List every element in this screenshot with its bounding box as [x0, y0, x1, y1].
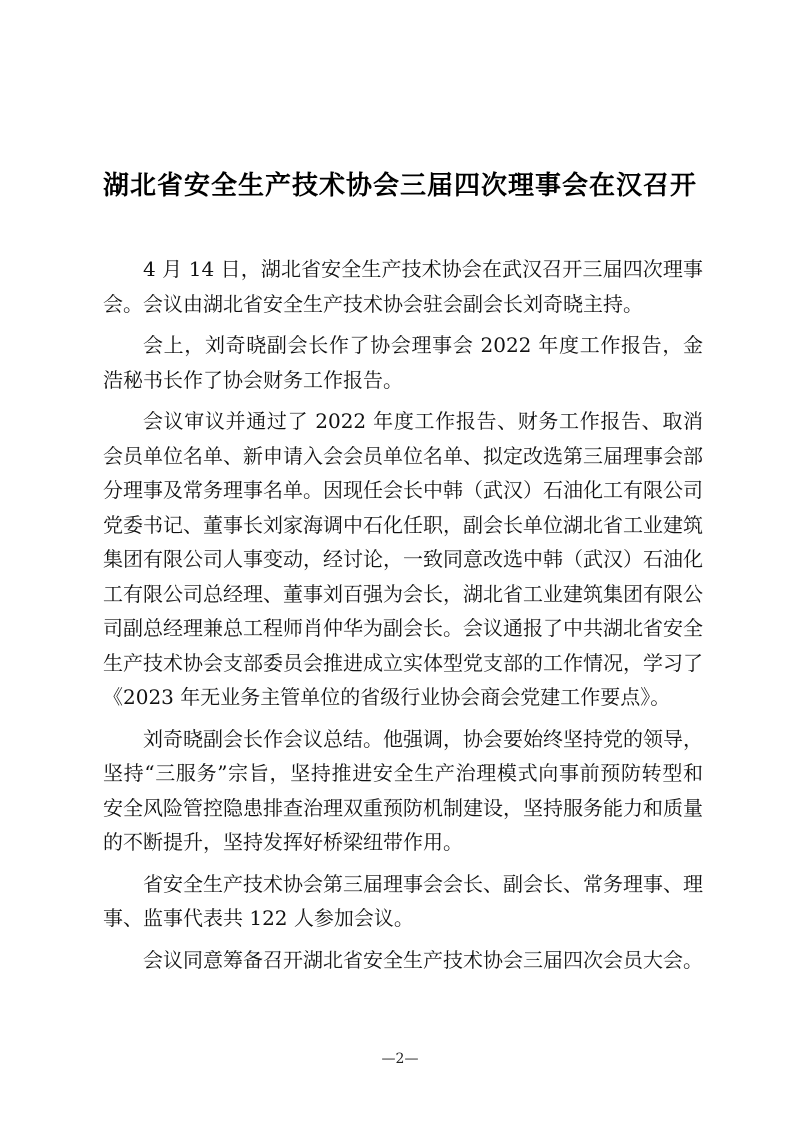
document-body — [103, 252, 703, 984]
paragraph-resolutions: 会议审议并通过了 2022 年度工作报告、财务工作报告、取消会员单位名单、新申请入会会员单位名单、拟定改选第三届理事会部分理事及常务理事名单。因现任会长中韩（武汉）石油化工有限公司党委书记、董事长刘家海调中石化任职，副会长单位湖北省工业建筑集团有限公司人事变动，经讨论，一致同意改选中韩（武汉）石油化工有限公司总经理、董事刘百强为会长，湖北省工业建筑集团有限公司副总经理兼总工程师肖仲华为副会长。会议通报了中共湖北省安全生产技术协会支部委员会推进成立实体型党支部的工作情况，学习了《2023 年无业务主管单位的省级行业协会商会党建工作要点》。 — [103, 409, 703, 709]
paragraph-reports: 会上，刘奇晓副会长作了协会理事会 2022 年度工作报告，金浩秘书长作了协会财务工作报告。 — [103, 333, 703, 392]
paragraph-next-meeting: 会议同意筹备召开湖北省安全生产技术协会三届四次会员大会。 — [143, 947, 703, 972]
paragraph-summary: 刘奇晓副会长作会议总结。他强调，协会要始终坚持党的领导，坚持“三服务”宗旨，坚持推进安全生产治理模式向事前预防转型和安全风险管控隐患排查治理双重预防机制建设，坚持服务能力和质量的不断提升，坚持发挥好桥梁纽带作用。 — [103, 726, 703, 854]
page-number: —2— — [381, 1051, 419, 1067]
paragraph-attendance: 省安全生产技术协会第三届理事会会长、副会长、常务理事、理事、监事代表共 122 人参加会议。 — [103, 871, 703, 930]
document-title: 湖北省安全生产技术协会三届四次理事会在汉召开 — [102, 171, 697, 201]
paragraph-meeting-intro: 4 月 14 日，湖北省安全生产技术协会在武汉召开三届四次理事会。会议由湖北省安全生产技术协会驻会副会长刘奇晓主持。 — [103, 257, 703, 316]
